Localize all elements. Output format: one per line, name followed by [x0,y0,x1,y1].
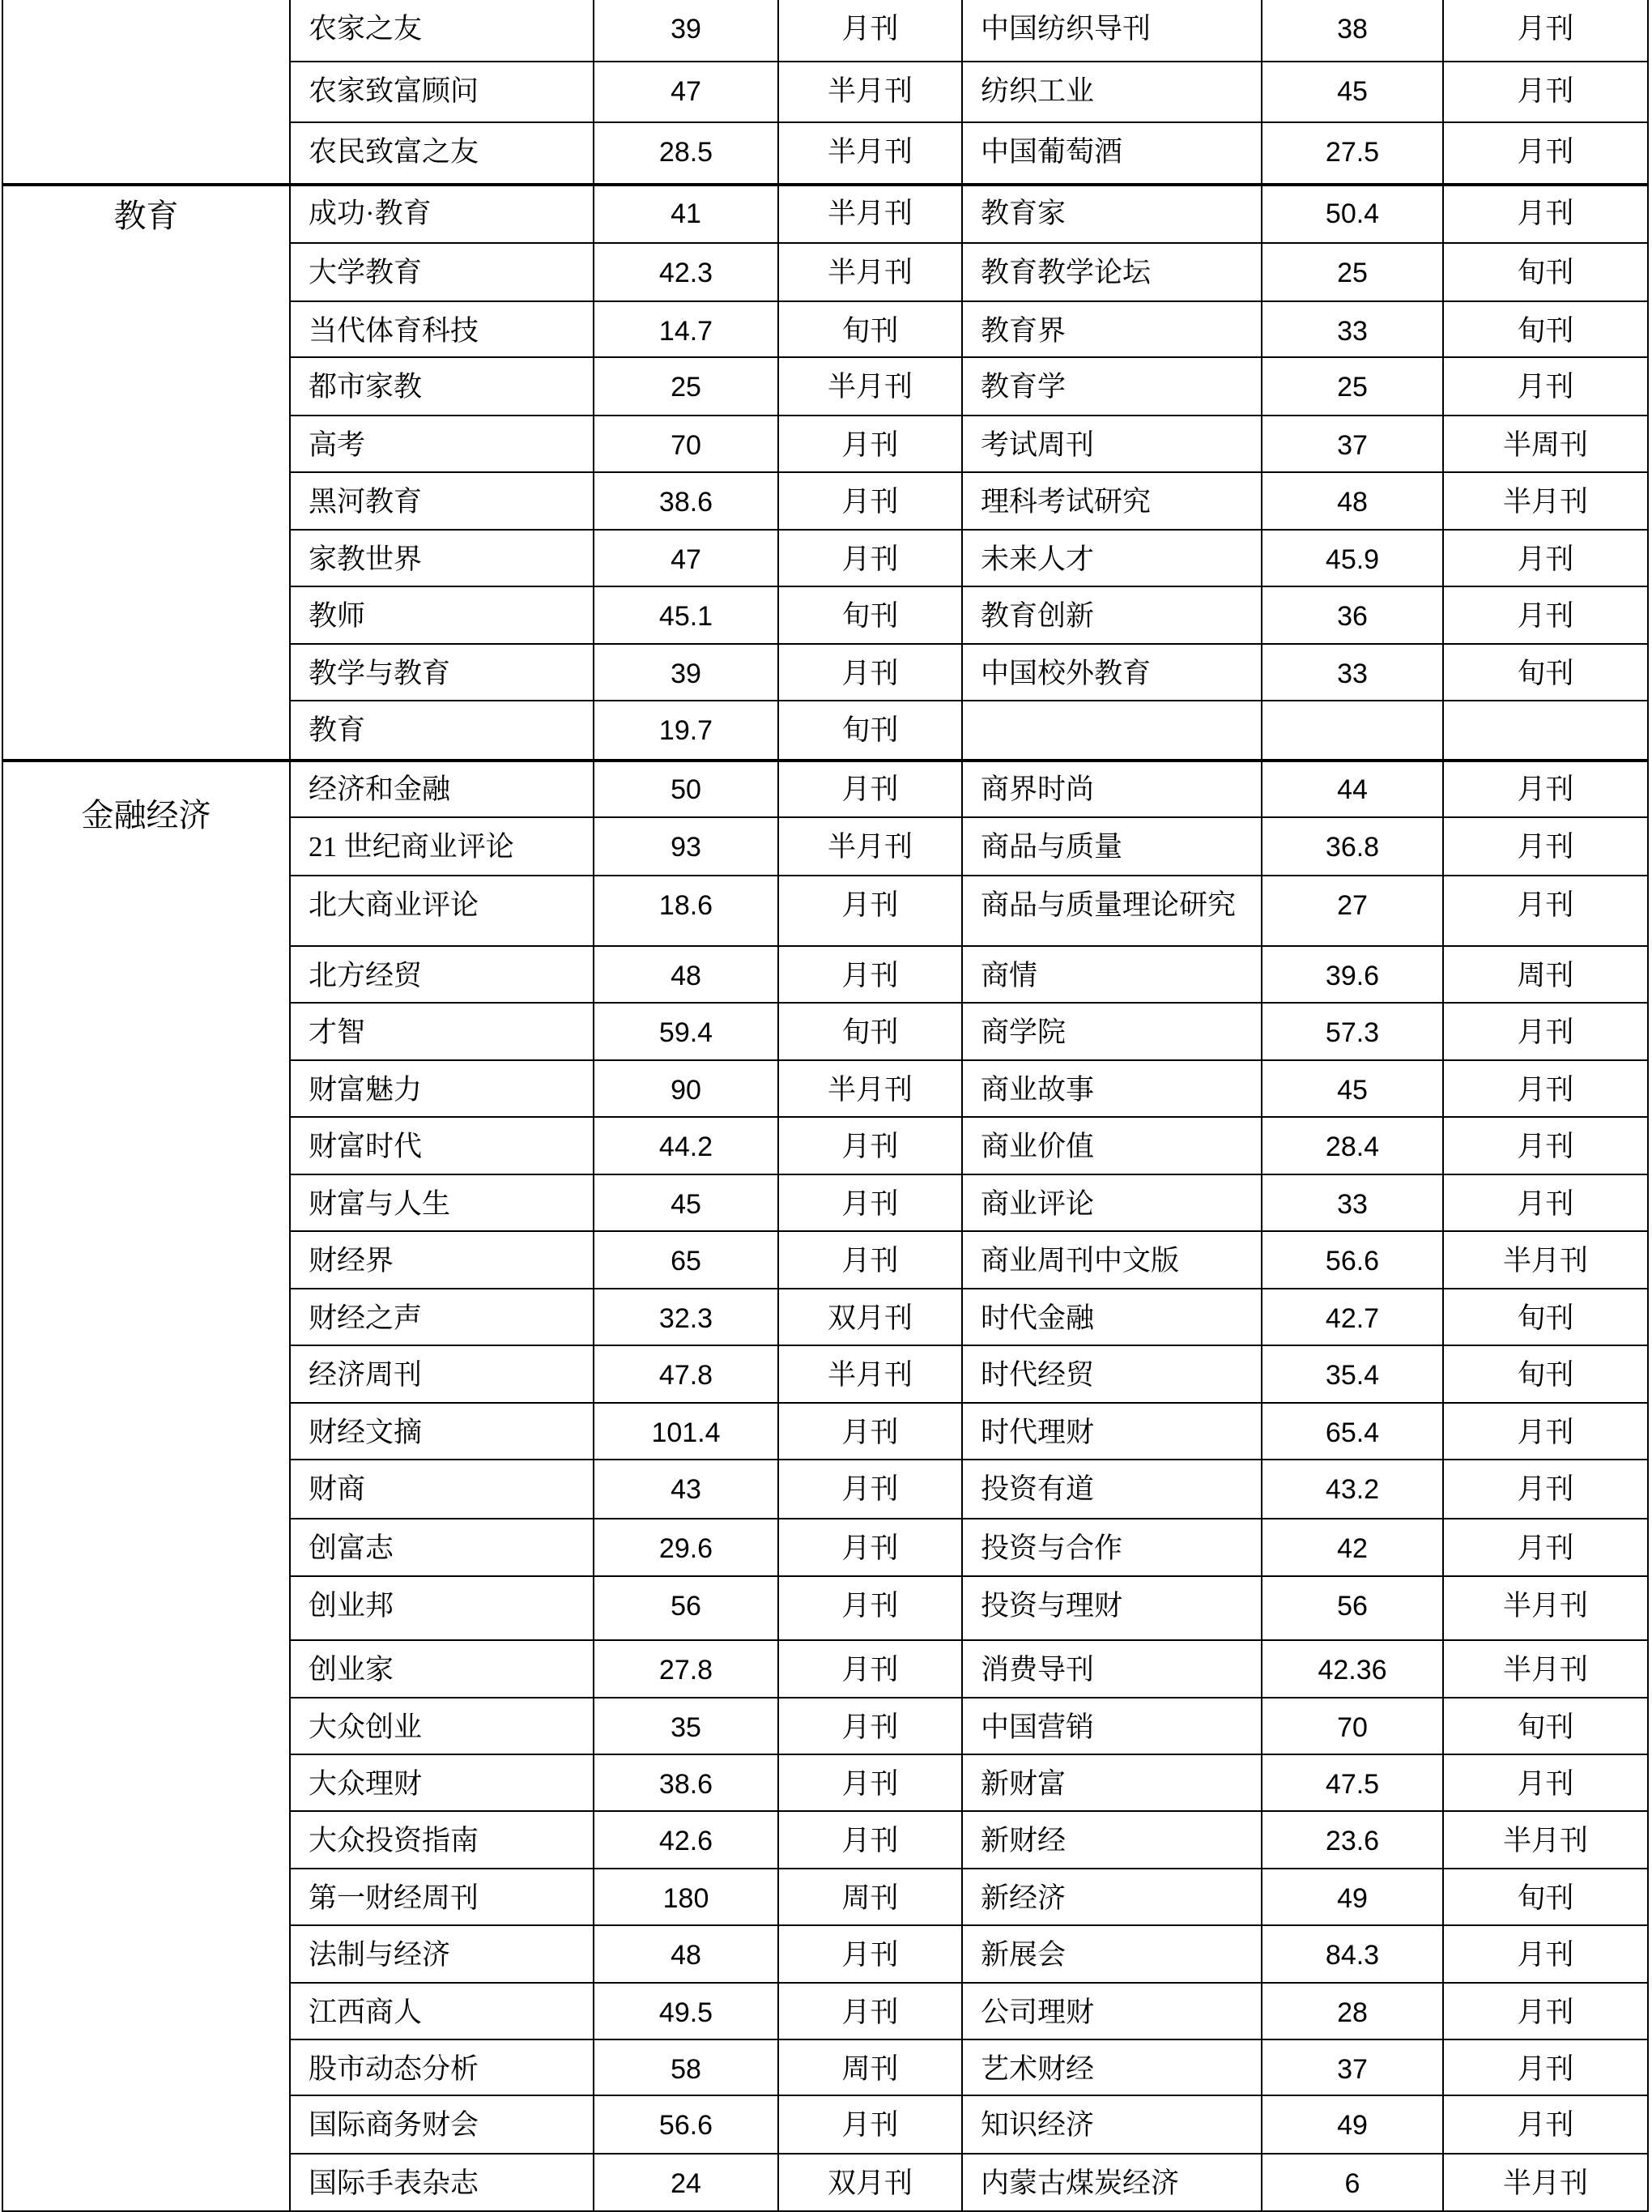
left-periodical-name: 大学教育 [289,244,593,302]
right-periodical-frequency: 月刊 [1442,1984,1649,2040]
left-periodical-name: 北大商业评论 [289,876,593,947]
left-periodical-name: 创富志 [289,1519,593,1577]
right-periodical-frequency: 月刊 [1442,1175,1649,1232]
left-periodical-frequency: 月刊 [777,531,961,587]
category-label: 教育 [113,198,179,234]
right-periodical-name: 时代理财 [961,1404,1261,1460]
right-periodical-frequency: 月刊 [1442,1004,1649,1061]
left-periodical-price: 38.6 [593,1755,777,1812]
right-periodical-name: 商界时尚 [961,761,1261,818]
right-periodical-frequency: 月刊 [1442,62,1649,123]
right-periodical-frequency: 旬刊 [1442,1346,1649,1404]
left-periodical-price: 19.7 [593,701,777,761]
table-row [289,473,1649,531]
table-row [289,1460,1649,1519]
left-periodical-frequency: 月刊 [777,1118,961,1175]
category-cell [2,761,289,2212]
right-periodical-price: 49 [1261,2096,1442,2154]
table-row [289,1926,1649,1984]
right-periodical-name [961,701,1261,761]
left-periodical-price: 39 [593,0,777,62]
left-periodical-frequency: 月刊 [777,1812,961,1869]
right-periodical-price: 27 [1261,876,1442,947]
left-periodical-name: 成功·教育 [289,185,593,244]
left-periodical-price: 38.6 [593,473,777,531]
right-periodical-name: 商业评论 [961,1175,1261,1232]
table-row [289,1175,1649,1232]
right-periodical-price: 37 [1261,416,1442,473]
right-periodical-price: 50.4 [1261,185,1442,244]
left-periodical-name: 股市动态分析 [289,2040,593,2096]
right-periodical-name: 投资与合作 [961,1519,1261,1577]
right-periodical-frequency: 月刊 [1442,876,1649,947]
right-periodical-name: 未来人才 [961,531,1261,587]
left-periodical-name: 财富时代 [289,1118,593,1175]
right-periodical-frequency: 旬刊 [1442,244,1649,302]
right-periodical-name: 投资有道 [961,1460,1261,1519]
right-periodical-frequency: 月刊 [1442,0,1649,62]
right-periodical-name: 投资与理财 [961,1577,1261,1641]
right-periodical-price: 33 [1261,302,1442,358]
right-periodical-name: 商品与质量理论研究 [961,876,1261,947]
left-periodical-name: 财富与人生 [289,1175,593,1232]
table-row [289,1404,1649,1460]
left-periodical-frequency: 旬刊 [777,587,961,645]
right-periodical-price: 45.9 [1261,531,1442,587]
left-periodical-name: 黑河教育 [289,473,593,531]
right-periodical-frequency: 旬刊 [1442,1698,1649,1755]
right-periodical-name: 商业价值 [961,1118,1261,1175]
table-row [289,62,1649,123]
left-periodical-price: 43 [593,1460,777,1519]
table-row [289,244,1649,302]
right-periodical-price: 37 [1261,2040,1442,2096]
left-periodical-name: 大众创业 [289,1698,593,1755]
left-periodical-price: 41 [593,185,777,244]
table-row [289,0,1649,62]
right-periodical-frequency: 月刊 [1442,358,1649,416]
table-row [289,1698,1649,1755]
right-periodical-frequency: 月刊 [1442,2040,1649,2096]
right-periodical-name: 公司理财 [961,1984,1261,2040]
left-periodical-price: 45 [593,1175,777,1232]
right-periodical-frequency: 月刊 [1442,1061,1649,1118]
left-periodical-name: 农民致富之友 [289,123,593,185]
right-periodical-frequency: 旬刊 [1442,302,1649,358]
left-periodical-name: 经济和金融 [289,761,593,818]
right-periodical-frequency: 半周刊 [1442,416,1649,473]
left-periodical-frequency: 旬刊 [777,701,961,761]
right-periodical-price: 65.4 [1261,1404,1442,1460]
right-periodical-price: 28 [1261,1984,1442,2040]
left-periodical-frequency: 半月刊 [777,1346,961,1404]
right-periodical-name: 教育教学论坛 [961,244,1261,302]
left-periodical-frequency: 双月刊 [777,2154,961,2212]
right-periodical-frequency: 月刊 [1442,1460,1649,1519]
left-periodical-frequency: 月刊 [777,2096,961,2154]
left-periodical-frequency: 月刊 [777,1519,961,1577]
left-periodical-frequency: 周刊 [777,1869,961,1926]
left-periodical-frequency: 半月刊 [777,185,961,244]
left-periodical-frequency: 半月刊 [777,123,961,185]
left-periodical-frequency: 月刊 [777,1577,961,1641]
right-periodical-frequency: 半月刊 [1442,1577,1649,1641]
table-row [289,1289,1649,1346]
right-periodical-frequency: 半月刊 [1442,1641,1649,1698]
right-periodical-frequency: 旬刊 [1442,645,1649,701]
left-periodical-frequency: 月刊 [777,1926,961,1984]
right-periodical-price: 36 [1261,587,1442,645]
right-periodical-price: 39.6 [1261,947,1442,1004]
right-periodical-name: 艺术财经 [961,2040,1261,2096]
left-periodical-name: 大众投资指南 [289,1812,593,1869]
right-periodical-name: 教育家 [961,185,1261,244]
left-periodical-price: 65 [593,1232,777,1289]
left-periodical-frequency: 月刊 [777,1755,961,1812]
right-periodical-price: 42.7 [1261,1289,1442,1346]
right-periodical-name: 新财经 [961,1812,1261,1869]
right-periodical-frequency [1442,701,1649,761]
right-periodical-price: 45 [1261,62,1442,123]
right-periodical-frequency: 周刊 [1442,947,1649,1004]
table-row [289,1577,1649,1641]
left-periodical-price: 32.3 [593,1289,777,1346]
right-periodical-frequency: 月刊 [1442,123,1649,185]
right-periodical-price [1261,701,1442,761]
left-periodical-name: 第一财经周刊 [289,1869,593,1926]
right-periodical-price: 70 [1261,1698,1442,1755]
table-row [289,531,1649,587]
left-periodical-frequency: 月刊 [777,1175,961,1232]
left-periodical-name: 财商 [289,1460,593,1519]
left-periodical-name: 创业邦 [289,1577,593,1641]
right-periodical-name: 新财富 [961,1755,1261,1812]
right-periodical-price: 44 [1261,761,1442,818]
category-cell [2,0,289,185]
table-row [289,645,1649,701]
right-periodical-price: 33 [1261,645,1442,701]
right-periodical-frequency: 旬刊 [1442,1289,1649,1346]
left-periodical-price: 101.4 [593,1404,777,1460]
left-periodical-price: 45.1 [593,587,777,645]
table-row [289,185,1649,244]
left-periodical-frequency: 月刊 [777,1404,961,1460]
right-periodical-frequency: 月刊 [1442,1404,1649,1460]
right-periodical-frequency: 月刊 [1442,1926,1649,1984]
left-periodical-frequency: 月刊 [777,1232,961,1289]
table-row [289,1118,1649,1175]
left-periodical-frequency: 月刊 [777,876,961,947]
category-cell [2,185,289,761]
right-periodical-name: 商业故事 [961,1061,1261,1118]
right-periodical-name: 消费导刊 [961,1641,1261,1698]
right-periodical-name: 内蒙古煤炭经济 [961,2154,1261,2212]
left-periodical-price: 49.5 [593,1984,777,2040]
right-periodical-frequency: 月刊 [1442,531,1649,587]
right-periodical-name: 新展会 [961,1926,1261,1984]
left-periodical-price: 48 [593,947,777,1004]
right-periodical-name: 时代经贸 [961,1346,1261,1404]
left-periodical-price: 93 [593,818,777,876]
left-periodical-price: 70 [593,416,777,473]
left-periodical-name: 才智 [289,1004,593,1061]
right-periodical-price: 43.2 [1261,1460,1442,1519]
left-periodical-price: 27.8 [593,1641,777,1698]
left-periodical-price: 47.8 [593,1346,777,1404]
left-periodical-name: 财经之声 [289,1289,593,1346]
right-periodical-name: 商情 [961,947,1261,1004]
left-periodical-name: 江西商人 [289,1984,593,2040]
left-periodical-price: 47 [593,62,777,123]
right-periodical-price: 25 [1261,244,1442,302]
right-periodical-name: 理科考试研究 [961,473,1261,531]
left-periodical-frequency: 月刊 [777,947,961,1004]
left-periodical-price: 44.2 [593,1118,777,1175]
left-periodical-frequency: 旬刊 [777,1004,961,1061]
section-divider [2,183,1649,186]
right-periodical-price: 28.4 [1261,1118,1442,1175]
left-periodical-name: 大众理财 [289,1755,593,1812]
left-periodical-price: 14.7 [593,302,777,358]
table-row [289,1812,1649,1869]
left-periodical-frequency: 半月刊 [777,62,961,123]
table-row [289,1346,1649,1404]
table-row [289,1641,1649,1698]
left-periodical-name: 国际商务财会 [289,2096,593,2154]
left-periodical-price: 47 [593,531,777,587]
right-periodical-frequency: 月刊 [1442,1755,1649,1812]
left-periodical-name: 农家之友 [289,0,593,62]
table-row [289,1004,1649,1061]
left-periodical-price: 42.6 [593,1812,777,1869]
right-periodical-price: 35.4 [1261,1346,1442,1404]
right-periodical-name: 考试周刊 [961,416,1261,473]
table-row [289,302,1649,358]
right-periodical-frequency: 旬刊 [1442,1869,1649,1926]
right-periodical-name: 商学院 [961,1004,1261,1061]
right-periodical-name: 商业周刊中文版 [961,1232,1261,1289]
left-periodical-frequency: 月刊 [777,645,961,701]
right-periodical-price: 48 [1261,473,1442,531]
category-label: 金融经济 [81,797,211,833]
table-row [289,2040,1649,2096]
left-periodical-price: 56.6 [593,2096,777,2154]
right-periodical-price: 45 [1261,1061,1442,1118]
table-row [289,761,1649,818]
left-periodical-price: 50 [593,761,777,818]
left-periodical-price: 58 [593,2040,777,2096]
left-periodical-frequency: 月刊 [777,1984,961,2040]
table-row [289,1755,1649,1812]
right-periodical-name: 教育创新 [961,587,1261,645]
table-row [289,818,1649,876]
right-periodical-price: 33 [1261,1175,1442,1232]
table-row [289,1984,1649,2040]
table-row [289,1869,1649,1926]
left-periodical-name: 北方经贸 [289,947,593,1004]
left-periodical-frequency: 半月刊 [777,358,961,416]
right-periodical-price: 23.6 [1261,1812,1442,1869]
right-periodical-name: 时代金融 [961,1289,1261,1346]
left-periodical-name: 教学与教育 [289,645,593,701]
left-periodical-frequency: 月刊 [777,761,961,818]
right-periodical-name: 纺织工业 [961,62,1261,123]
right-periodical-name: 商品与质量 [961,818,1261,876]
left-periodical-price: 28.5 [593,123,777,185]
left-periodical-price: 29.6 [593,1519,777,1577]
left-periodical-name: 教育 [289,701,593,761]
left-periodical-price: 18.6 [593,876,777,947]
left-periodical-name: 当代体育科技 [289,302,593,358]
left-periodical-frequency: 月刊 [777,1460,961,1519]
right-periodical-price: 42.36 [1261,1641,1442,1698]
left-periodical-frequency: 旬刊 [777,302,961,358]
left-periodical-frequency: 半月刊 [777,244,961,302]
left-periodical-price: 56 [593,1577,777,1641]
left-periodical-price: 35 [593,1698,777,1755]
right-periodical-price: 57.3 [1261,1004,1442,1061]
right-periodical-name: 教育界 [961,302,1261,358]
left-periodical-frequency: 半月刊 [777,1061,961,1118]
left-periodical-price: 25 [593,358,777,416]
right-periodical-frequency: 月刊 [1442,1519,1649,1577]
right-periodical-frequency: 半月刊 [1442,473,1649,531]
left-periodical-frequency: 月刊 [777,416,961,473]
table-row [289,358,1649,416]
left-periodical-frequency: 双月刊 [777,1289,961,1346]
right-periodical-frequency: 月刊 [1442,2096,1649,2154]
left-periodical-frequency: 月刊 [777,473,961,531]
right-periodical-frequency: 半月刊 [1442,1812,1649,1869]
right-periodical-frequency: 月刊 [1442,185,1649,244]
left-periodical-name: 财富魅力 [289,1061,593,1118]
table-row [289,947,1649,1004]
left-periodical-name: 教师 [289,587,593,645]
table-row [289,2154,1649,2212]
table-row [289,416,1649,473]
table-row [289,876,1649,947]
left-periodical-name: 经济周刊 [289,1346,593,1404]
left-periodical-name: 创业家 [289,1641,593,1698]
right-periodical-frequency: 月刊 [1442,1118,1649,1175]
left-periodical-name: 高考 [289,416,593,473]
left-periodical-name: 农家致富顾问 [289,62,593,123]
left-periodical-price: 24 [593,2154,777,2212]
right-periodical-name: 中国纺织导刊 [961,0,1261,62]
table-row [289,2096,1649,2154]
right-periodical-name: 中国葡萄酒 [961,123,1261,185]
left-periodical-price: 42.3 [593,244,777,302]
right-periodical-name: 教育学 [961,358,1261,416]
right-periodical-price: 27.5 [1261,123,1442,185]
right-periodical-price: 6 [1261,2154,1442,2212]
table-row [289,123,1649,185]
table-row [289,1519,1649,1577]
right-periodical-frequency: 半月刊 [1442,2154,1649,2212]
left-periodical-name: 财经文摘 [289,1404,593,1460]
left-periodical-frequency: 月刊 [777,1641,961,1698]
left-periodical-frequency: 周刊 [777,2040,961,2096]
right-periodical-price: 84.3 [1261,1926,1442,1984]
right-periodical-name: 中国营销 [961,1698,1261,1755]
table-row [289,1061,1649,1118]
left-periodical-price: 39 [593,645,777,701]
right-periodical-price: 38 [1261,0,1442,62]
right-periodical-name: 中国校外教育 [961,645,1261,701]
left-periodical-price: 180 [593,1869,777,1926]
right-periodical-price: 47.5 [1261,1755,1442,1812]
right-periodical-name: 知识经济 [961,2096,1261,2154]
left-periodical-frequency: 月刊 [777,1698,961,1755]
left-periodical-name: 财经界 [289,1232,593,1289]
right-periodical-frequency: 月刊 [1442,761,1649,818]
left-periodical-price: 90 [593,1061,777,1118]
left-periodical-name: 家教世界 [289,531,593,587]
left-periodical-name: 国际手表杂志 [289,2154,593,2212]
left-periodical-frequency: 月刊 [777,0,961,62]
left-periodical-name: 都市家教 [289,358,593,416]
left-periodical-name: 法制与经济 [289,1926,593,1984]
section-divider [2,759,1649,762]
left-periodical-price: 59.4 [593,1004,777,1061]
right-periodical-price: 56 [1261,1577,1442,1641]
right-periodical-frequency: 半月刊 [1442,1232,1649,1289]
right-periodical-price: 56.6 [1261,1232,1442,1289]
table-row [289,701,1649,761]
table-row [289,587,1649,645]
right-periodical-price: 36.8 [1261,818,1442,876]
right-periodical-price: 25 [1261,358,1442,416]
right-periodical-price: 49 [1261,1869,1442,1926]
table-row [289,1232,1649,1289]
left-periodical-frequency: 半月刊 [777,818,961,876]
right-periodical-frequency: 月刊 [1442,818,1649,876]
right-periodical-price: 42 [1261,1519,1442,1577]
right-periodical-frequency: 月刊 [1442,587,1649,645]
left-periodical-price: 48 [593,1926,777,1984]
right-periodical-name: 新经济 [961,1869,1261,1926]
left-periodical-name: 21 世纪商业评论 [289,818,593,876]
